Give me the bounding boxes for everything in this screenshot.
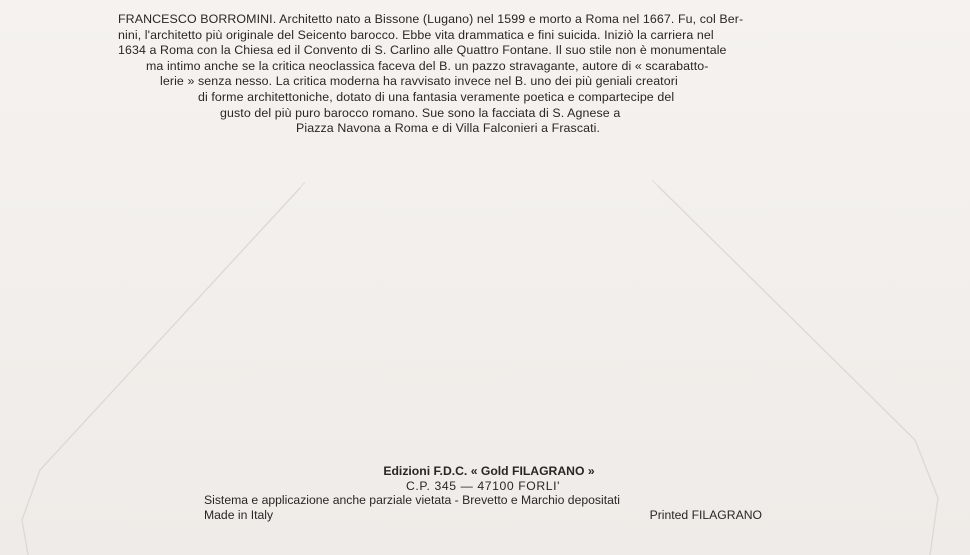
publisher-name: Edizioni F.D.C. « Gold FILAGRANO » bbox=[383, 464, 595, 478]
biography-line: ma intimo anche se la critica neoclassica faceva del B. un pazzo stravagante, autore di « scarabatto- bbox=[146, 58, 709, 73]
imprint-footer bbox=[198, 508, 768, 523]
rights-notice: Sistema e applicazione anche parziale vietata - Brevetto e Marchio depositati bbox=[204, 493, 620, 508]
biography-line: Piazza Navona a Roma e di Villa Falconieri a Frascati. bbox=[296, 121, 601, 136]
biography-line: lerie » senza nesso. La critica moderna ha ravvisato invece nel B. uno dei più geniali creatori bbox=[160, 74, 678, 89]
left-flap-top-hint bbox=[300, 182, 305, 188]
biography-text bbox=[110, 12, 870, 137]
publisher-address: C.P. 345 — 47100 FORLI' bbox=[405, 478, 561, 493]
publisher-imprint bbox=[198, 464, 768, 522]
biography-line: di forme architettoniche, dotato di una fantasia veramente poetica e compartecipe del bbox=[198, 89, 675, 104]
biography-line: 1634 a Roma con la Chiesa ed il Convento di S. Carlino alle Quattro Fontane. Il suo stile non è monumentale bbox=[118, 43, 727, 58]
printer-label: Printed FILAGRANO bbox=[649, 507, 762, 522]
biography-line: gusto del più puro barocco romano. Sue sono la facciata di S. Agnese a bbox=[220, 105, 621, 120]
biography-line: nini, l'architetto più originale del Seicento barocco. Ebbe vita drammatica e fini suicida. Iniziò la carriera nel bbox=[118, 27, 714, 42]
made-in-label: Made in Italy bbox=[204, 507, 274, 522]
right-flap-top-hint bbox=[652, 180, 658, 186]
biography-line: FRANCESCO BORROMINI. Architetto nato a Bissone (Lugano) nel 1599 e morto a Roma nel 1667. Fu, col Ber- bbox=[118, 12, 744, 26]
